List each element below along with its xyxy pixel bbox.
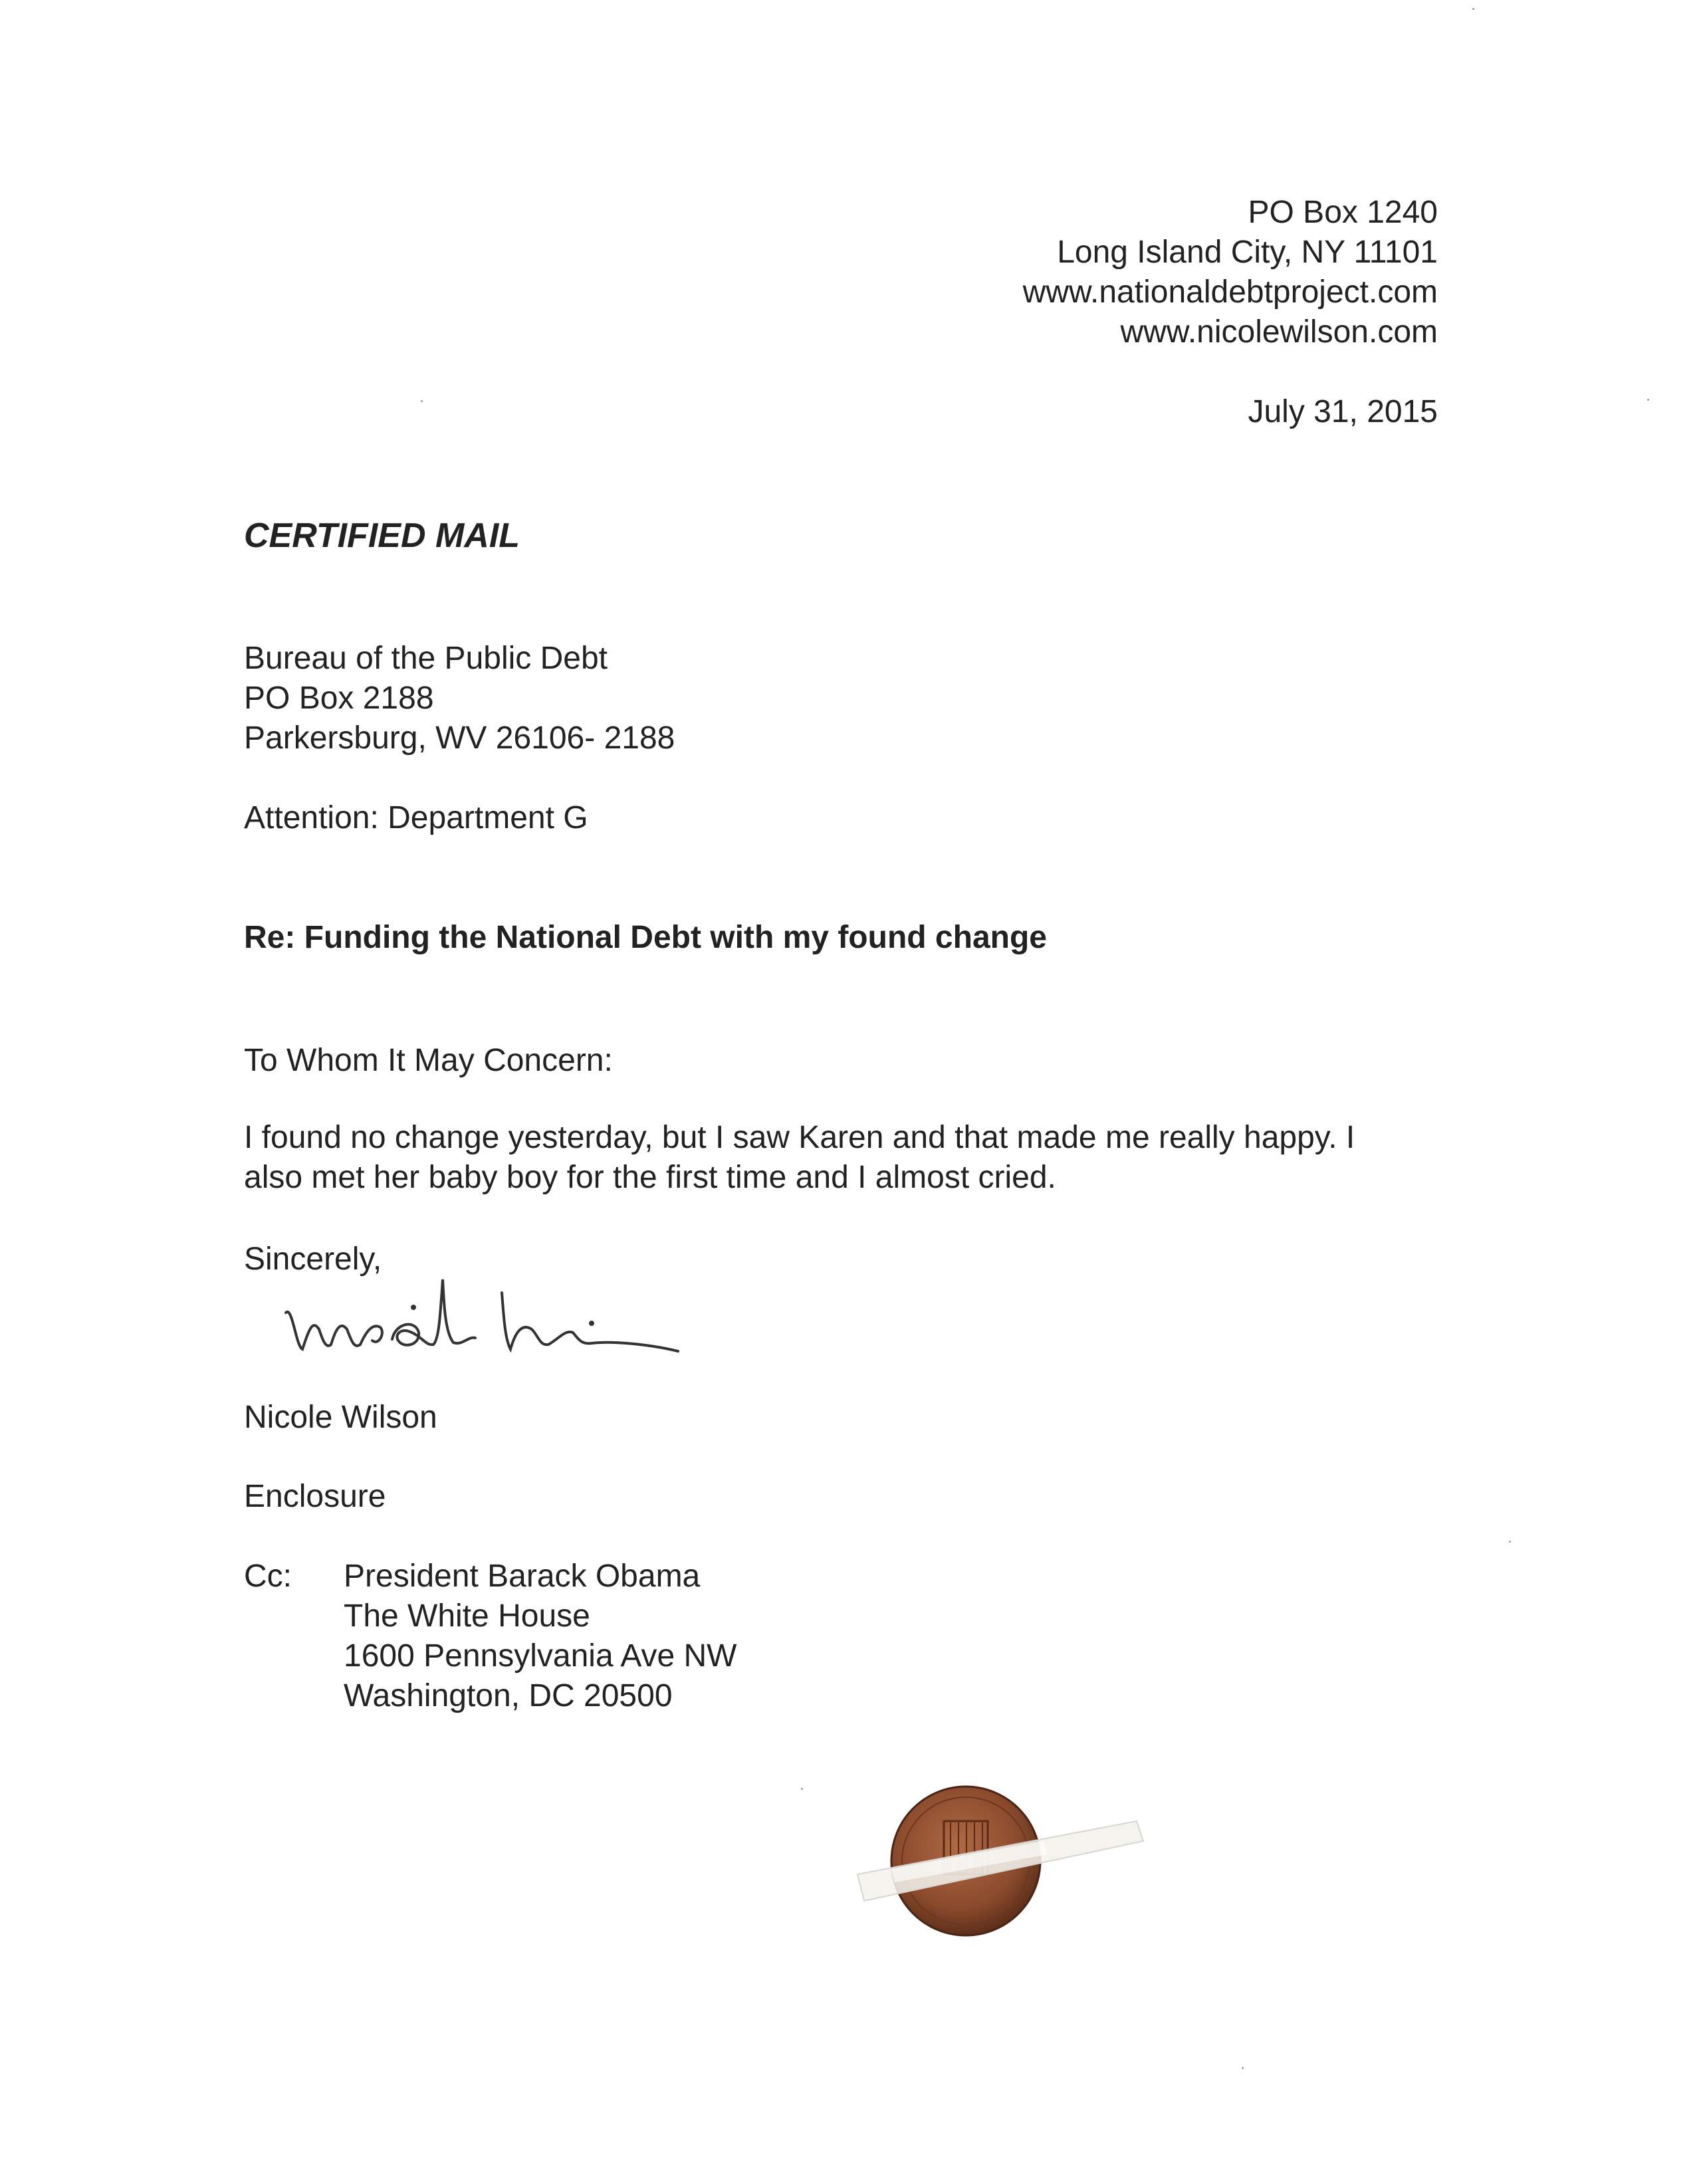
recipient-address <box>244 639 675 758</box>
scan-speck <box>801 1788 803 1790</box>
closing: Sincerely, <box>244 1242 382 1277</box>
cc-line: The White House <box>344 1598 590 1634</box>
cc-line: 1600 Pennsylvania Ave NW <box>344 1638 737 1674</box>
scan-speck <box>421 400 423 402</box>
letter-body <box>244 1118 1454 1198</box>
attention-line: Attention: Department G <box>244 800 588 835</box>
cc-label: Cc: <box>244 1559 292 1594</box>
subject-line: Re: Funding the National Debt with my found change <box>244 920 1047 955</box>
cc-recipient <box>344 1557 736 1716</box>
recipient-line: Parkersburg, WV 26106- 2188 <box>244 720 675 756</box>
signer-name: Nicole Wilson <box>244 1400 437 1435</box>
scan-speck <box>1242 2067 1244 2069</box>
taped-penny <box>844 1775 1150 1947</box>
letter-date: July 31, 2015 <box>1248 394 1438 429</box>
sender-address <box>1023 193 1438 352</box>
recipient-line: Bureau of the Public Debt <box>244 641 608 676</box>
sender-line: PO Box 1240 <box>1248 195 1438 230</box>
sender-line: Long Island City, NY 11101 <box>1057 235 1438 270</box>
enclosure-note: Enclosure <box>244 1479 386 1514</box>
sender-line: www.nationaldebtproject.com <box>1022 274 1438 310</box>
cc-line: President Barack Obama <box>344 1559 701 1594</box>
scan-speck <box>1472 8 1474 10</box>
scan-speck <box>1647 399 1649 401</box>
handwritten-signature <box>279 1266 705 1372</box>
delivery-method: CERTIFIED MAIL <box>244 516 520 555</box>
body-line: also met her baby boy for the first time and I almost cried. <box>244 1160 1056 1195</box>
body-line: I found no change yesterday, but I saw Karen and that made me really happy. I <box>244 1120 1355 1155</box>
sender-line: www.nicolewilson.com <box>1120 314 1438 350</box>
cc-line: Washington, DC 20500 <box>344 1678 673 1713</box>
scan-speck <box>1509 1541 1511 1543</box>
recipient-line: PO Box 2188 <box>244 681 434 716</box>
salutation: To Whom It May Concern: <box>244 1043 613 1078</box>
